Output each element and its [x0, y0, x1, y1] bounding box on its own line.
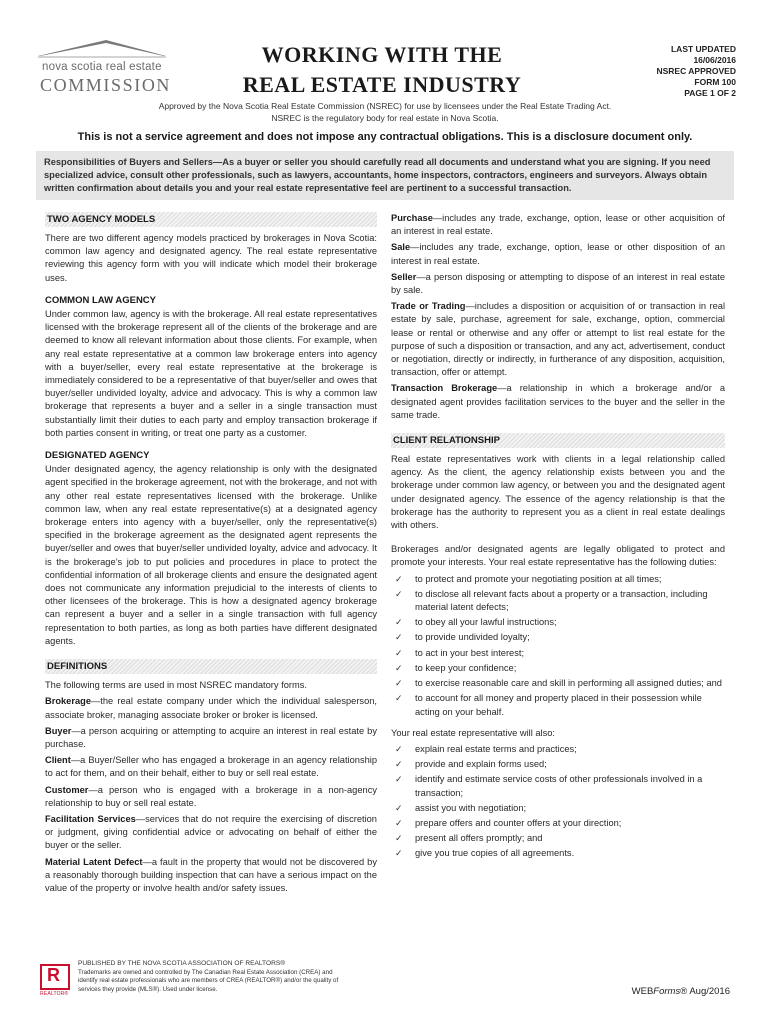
- approval-line-2: NSREC is the regulatory body for real estate in Nova Scotia.: [271, 113, 499, 123]
- definition-text: —a relationship in which a brokerage and/or a designated agent provides facilitation services to the buyer and the seller in the same trade.: [391, 383, 725, 420]
- page-footer: [36, 960, 736, 1004]
- publisher-line-2: identify real estate professionals who are members of CREA (REALTOR®) and/or the quality of: [78, 977, 339, 984]
- title-line-2: REAL ESTATE INDUSTRY: [242, 72, 522, 97]
- meta-approved: NSREC APPROVED: [656, 66, 736, 76]
- check-list-item: [391, 647, 725, 660]
- section-title-common-law: COMMON LAW AGENCY: [45, 294, 157, 306]
- publisher-line-1: Trademarks are owned and controlled by The Canadian Real Estate Association (CREA) and: [78, 968, 333, 976]
- check-item-text: to exercise reasonable care and skill in performing all assigned duties; and: [415, 678, 722, 689]
- definitions-list-continued: [391, 212, 725, 422]
- check-icon: ✓: [395, 632, 403, 643]
- check-item-text: identify and estimate service costs of other professionals involved in a transaction;: [415, 774, 703, 798]
- check-icon: ✓: [395, 817, 403, 828]
- check-item-text: give you true copies of all agreements.: [415, 848, 575, 859]
- check-list-item: [391, 616, 725, 629]
- definition-text: —services that do not require the exercising of discretion or judgment, giving confidential advice or advocating on behalf of either the buyer or the seller.: [45, 813, 377, 851]
- definition-text: —a Buyer/Seller who has engaged a brokerage in an agency relationship to act for them, and on their behalf, either to buy or sell real estate.: [45, 755, 377, 779]
- check-icon: ✓: [395, 848, 403, 859]
- check-list-item: [391, 817, 725, 830]
- title-line-1: WORKING WITH THE: [261, 42, 503, 67]
- definition-text: —a fault in the property that would not be discovered by a reasonably thorough building inspection that can have a serious impact on the value of the property or involve health and/or safety issues.: [45, 856, 377, 893]
- section-bar-definitions: [45, 659, 377, 674]
- roof-logo-icon: [36, 38, 168, 58]
- client-text: Real estate representatives work with clients in a legal relationship called agency. As the client, the agency relationship exists between you and the brokerage under common law agency, or between you and the designated agent under designated agency. The essence of the agency relationship is that the brokerage has the authority to represent you as a client in real estate dealings with others.: [391, 454, 725, 531]
- definition-item: [391, 382, 725, 422]
- webforms-italic: Forms: [653, 986, 681, 997]
- definition-term: Material Latent Defect: [45, 856, 143, 867]
- check-icon: ✓: [395, 647, 403, 658]
- check-icon: ✓: [395, 588, 403, 599]
- check-list-item: [391, 677, 725, 690]
- designated-text: Under designated agency, the agency relationship is only with the designated agent specified in the brokerage agreement, not with the brokerage, and not with any other real estate representatives licensed with the brokerage. Unlike common law, when any real estate representative(s) at a designated agency brokerage enters into agency with a buyer/seller, only the representative(s) specified in the brokerage agreement as the designated agent represents the buyer/seller and owes that buyer/seller undivided loyalty, advice and advocacy. It is the brokerage’s job to put policies and procedures in place to protect the confidential information of all brokerage clients and ensure the designated agent does not communicate any information prejudicial to the interests of clients to other licensees of the brokerage. This is how a designated agency brokerage can represent a buyer and a seller in a single transaction with full agency representation to both parties, as long as both parties have different designated agents.: [45, 464, 377, 646]
- section-bar-client: [391, 433, 725, 448]
- left-column: [45, 212, 377, 898]
- definition-term: Purchase: [391, 213, 433, 223]
- check-item-text: provide and explain forms used;: [415, 759, 547, 770]
- check-item-text: to disclose all relevant facts about a property or a transaction, including material latent defects;: [415, 588, 708, 613]
- check-item-text: prepare offers and counter offers at your direction;: [415, 817, 622, 828]
- check-item-text: to act in your best interest;: [415, 647, 525, 658]
- common-law-text: Under common law, agency is with the brokerage. All real estate representatives licensed with the brokerage represent all of the clients of the brokerage and are deemed to know all relevant information about those clients. For example, when any real estate representative at a common law brokerage enters into agency with a buyer/seller, every real estate representative at the brokerage is immediately considered to be a representative of that buyer/seller and owes that buyer/seller undivided loyalty, advice and advocacy. This is why a common law brokerage that represents a buyer and a seller in a single transaction must substantially limit their duties to each party and employ transaction brokerage if both parties consent in writing, or treat one party as a customer.: [45, 309, 377, 438]
- section-title: DEFINITIONS: [47, 661, 108, 673]
- definition-item: [45, 725, 377, 751]
- section-title: CLIENT RELATIONSHIP: [393, 435, 500, 447]
- check-icon: ✓: [395, 573, 403, 584]
- nsrec-logo: [36, 38, 176, 98]
- check-item-text: to keep your confidence;: [415, 662, 517, 673]
- check-list-item: [391, 802, 725, 815]
- definition-text: —the real estate company under which the individual salesperson, associate broker, managing associate broker or broker is licensed.: [45, 696, 377, 720]
- definition-item: [391, 271, 725, 297]
- check-icon: ✓: [395, 617, 403, 628]
- publisher-head: PUBLISHED BY THE NOVA SCOTIA ASSOCIATION OF REALTORS®: [78, 960, 286, 967]
- check-icon: ✓: [395, 759, 403, 770]
- duties-intro: Brokerages and/or designated agents are legally obligated to protect and promote your interests. Your real estate representative has the following duties:: [391, 544, 725, 568]
- also-list: [391, 743, 725, 861]
- definition-term: Facilitation Services: [45, 813, 136, 824]
- publisher-note: [78, 960, 408, 994]
- check-item-text: explain real estate terms and practices;: [415, 743, 577, 754]
- definition-item: [391, 241, 725, 267]
- meta-page: PAGE 1 OF 2: [684, 88, 736, 98]
- meta-date: 16/06/2016: [693, 55, 736, 65]
- check-icon: ✓: [395, 662, 403, 673]
- definition-text: —a person who is engaged with a brokerage in a non-agency relationship to buy or sell real estate.: [45, 784, 377, 808]
- page-title: [212, 40, 552, 100]
- definition-item: [391, 300, 725, 379]
- section-bar-two-agency: [45, 212, 377, 227]
- check-item-text: to account for all money and property placed in their possession while acting on your behalf.: [415, 693, 702, 717]
- definition-term: Trade or Trading: [391, 301, 466, 312]
- definition-term: Transaction Brokerage: [391, 383, 498, 394]
- definition-item: [45, 784, 377, 810]
- right-column: [391, 212, 725, 869]
- approval-note: [0, 100, 770, 124]
- definition-term: Buyer: [45, 725, 72, 736]
- check-list-item: [391, 743, 725, 756]
- definition-text: —includes a disposition or acquisition of or transaction in real estate by sale, purchase, agreement for sale, exchange, option, commercial lease or rental or otherwise and any offer or attempt to list real estate for the purpose of such a disposition or transaction, and any act, advertisement, conduct or negotiation, directly or indirectly, in furtherance of any disposition, acquisition, transaction, offer or attempt.: [391, 301, 726, 378]
- definition-term: Sale: [391, 242, 411, 253]
- duties-list: [391, 573, 725, 719]
- section-title: TWO AGENCY MODELS: [47, 214, 156, 225]
- check-icon: ✓: [395, 833, 403, 844]
- meta-form: FORM 100: [694, 77, 736, 87]
- definition-text: —includes any trade, exchange, option, lease or other acquisition of an interest in real estate.: [391, 213, 725, 237]
- definition-term: Brokerage: [45, 696, 91, 707]
- realtor-r-icon: R: [47, 965, 60, 985]
- check-item-text: assist you with negotiation;: [415, 802, 527, 813]
- check-icon: ✓: [395, 693, 403, 704]
- definition-text: —includes any trade, exchange, option, lease or other disposition of an interest in real estate.: [391, 242, 725, 266]
- definitions-intro: The following terms are used in most NSREC mandatory forms.: [45, 680, 307, 691]
- responsibilities-box: Responsibilities of Buyers and Sellers—As a buyer or seller you should carefully read all documents and understand what you are signing. If you need specialized advice, consult other professionals, such as lawyers, accountants, home inspectors, contractors, engineers and surveyors. Always obtain written confirmation about details you and your real estate representative feel are pertinent to a successful transaction.: [36, 151, 734, 200]
- check-list-item: [391, 758, 725, 771]
- document-header: [36, 38, 736, 100]
- check-list-item: [391, 847, 725, 860]
- definition-term: Seller: [391, 271, 417, 282]
- check-list-item: [391, 832, 725, 845]
- two-agency-text: There are two different agency models practiced by brokerages in Nova Scotia: common law agency and designated agency. The real estate representative reviewing this agency form with you will indicate which model their brokerage uses.: [45, 233, 377, 283]
- definitions-list: [45, 695, 377, 895]
- check-icon: ✓: [395, 678, 403, 689]
- definition-text: —a person disposing or attempting to dispose of an interest in real estate by sale.: [391, 271, 725, 296]
- check-icon: ✓: [395, 774, 403, 785]
- check-list-item: [391, 692, 725, 718]
- check-list-item: [391, 773, 725, 799]
- webforms-suffix: ® Aug/2016: [680, 986, 730, 997]
- form-meta: [626, 44, 736, 99]
- meta-updated: LAST UPDATED: [670, 44, 736, 54]
- approval-line-1: Approved by the Nova Scotia Real Estate Commission (NSREC) for use by licensees under the Real Estate Trading Act.: [158, 101, 612, 111]
- also-intro: Your real estate representative will also:: [391, 727, 555, 738]
- section-title-designated: DESIGNATED AGENCY: [45, 450, 150, 462]
- check-list-item: [391, 631, 725, 644]
- disclosure-statement: This is not a service agreement and does not impose any contractual obligations. This is a disclosure document only.: [77, 131, 693, 143]
- realtor-logo: [40, 964, 70, 998]
- definition-item: [45, 695, 377, 721]
- check-list-item: [391, 588, 725, 614]
- definition-item: [391, 212, 725, 238]
- check-item-text: to provide undivided loyalty;: [415, 632, 530, 643]
- logo-commission: COMMISSION: [40, 75, 172, 95]
- publisher-line-3: services they provide (MLS®). Used under license.: [78, 985, 218, 993]
- definition-term: Customer: [45, 784, 89, 795]
- check-item-text: to obey all your lawful instructions;: [415, 617, 557, 628]
- check-icon: ✓: [395, 802, 403, 813]
- check-list-item: [391, 662, 725, 675]
- check-item-text: to protect and promote your negotiating position at all times;: [415, 573, 662, 584]
- check-list-item: [391, 573, 725, 586]
- logo-name: nova scotia real estate: [42, 61, 162, 73]
- definition-text: —a person acquiring or attempting to acquire an interest in real estate by purchase.: [45, 725, 377, 749]
- definition-item: [45, 856, 377, 896]
- check-icon: ✓: [395, 743, 403, 754]
- webforms-mark: [632, 986, 730, 997]
- definition-item: [45, 813, 377, 853]
- check-item-text: present all offers promptly; and: [415, 833, 543, 844]
- webforms-prefix: WEB: [631, 986, 654, 997]
- definition-item: [45, 754, 377, 780]
- realtor-logo-text: REALTOR®: [40, 991, 69, 997]
- definition-term: Client: [45, 755, 71, 766]
